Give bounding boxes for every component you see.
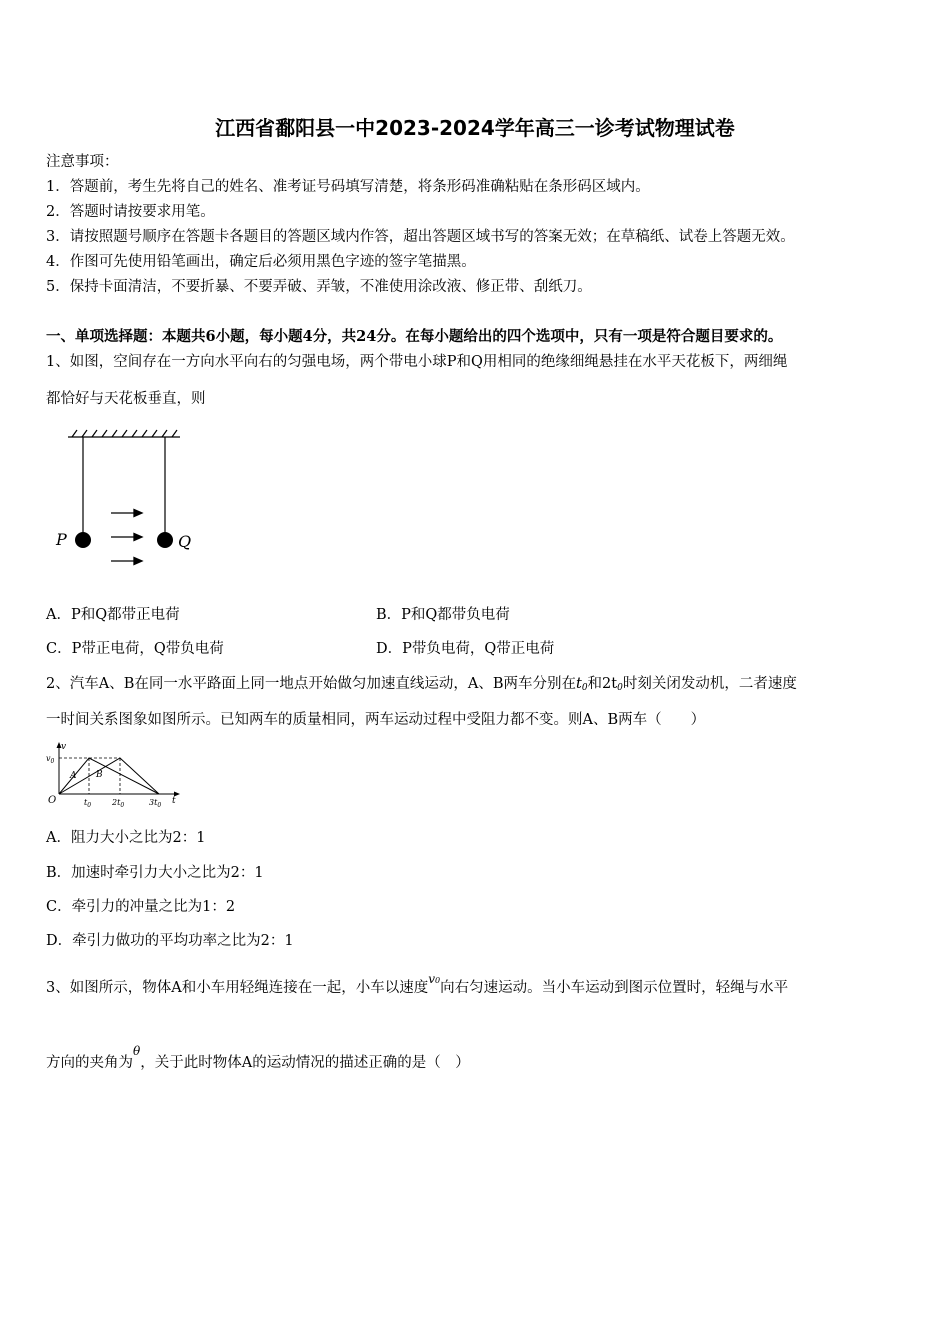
q1-text-line1: 1、如图，空间存在一方向水平向右的匀强电场，两个带电小球P和Q用相同的绝缘细绳悬挂在水平天花板下，两细绳: [46, 354, 788, 370]
section-heading: 一、单项选择题：本题共6小题，每小题4分，共24分。在每小题给出的四个选项中，只有一项是符合题目要求的。: [46, 328, 783, 345]
q3-text-line2: 方向的夹角为$^\theta$，关于此时物体A的运动情况的描述正确的是（ ）: [46, 1044, 470, 1071]
q2-text-line2: 一时间关系图象如图所示。已知两车的质量相同，两车运动过程中受阻力都不变。则A、B两车（ ）: [46, 712, 706, 728]
q1-option-a: A．P和Q都带正电荷: [46, 607, 180, 623]
svg-text:3t0: $3t_0$: [149, 798, 162, 808]
svg-text:2t0: $2t_0$: [112, 798, 125, 808]
q1-text-line2: 都恰好与天花板垂直，则: [46, 391, 206, 407]
q2-vt-graph: [44, 740, 184, 808]
q2-option-a: A．阻力大小之比为2：1: [46, 830, 206, 846]
label-q: Q: [178, 532, 192, 551]
svg-text:v: v: [61, 742, 67, 752]
ball-p: [75, 532, 91, 548]
notice-item: 3．请按照题号顺序在答题卡各题目的答题区域内作答，超出答题区域书写的答案无效；在草稿纸、试卷上答题无效。: [46, 229, 795, 245]
q1-option-b: B．P和Q都带负电荷: [376, 607, 510, 623]
notice-heading: 注意事项：: [46, 154, 119, 170]
notice-item: 4．作图可先使用铅笔画出，确定后必须用黑色字迹的签字笔描黑。: [46, 254, 476, 270]
svg-text:v0: $v_0$: [46, 754, 55, 765]
label-a: A: [70, 771, 77, 781]
label-p: P: [56, 530, 67, 549]
ball-q: [157, 532, 173, 548]
page-title: 江西省鄱阳县一中2023-2024学年高三一诊考试物理试卷: [215, 116, 735, 140]
notice-item: 5．保持卡面清洁，不要折暴、不要弄破、弄皱，不准使用涂改液、修正带、刮纸刀。: [46, 279, 592, 295]
svg-text:t: t: [172, 796, 176, 806]
svg-text:t0: $t_0$: [84, 798, 92, 808]
q1-figure-pendulums: [50, 425, 210, 575]
label-b: B: [96, 770, 103, 780]
q2-option-d: D．牵引力做功的平均功率之比为2：1: [46, 933, 294, 949]
q1-option-d: D．P带负电荷，Q带正电荷: [376, 641, 555, 657]
notice-item: 1．答题前，考生先将自己的姓名、准考证号码填写清楚，将条形码准确粘贴在条形码区域内。: [46, 179, 650, 195]
q2-option-c: C．牵引力的冲量之比为1：2: [46, 899, 236, 915]
ceiling-hatch: [68, 430, 180, 437]
q3-text-line1: 3、如图所示，物体A和小车用轻绳连接在一起，小车以速度$^{v0}$向右匀速运动。当小车运动到图示位置时，轻绳与水平: [46, 972, 789, 996]
field-arrows: [111, 510, 142, 565]
q1-option-c: C．P带正电荷，Q带负电荷: [46, 641, 224, 657]
notice-item: 2．答题时请按要求用笔。: [46, 204, 215, 220]
q2-option-b: B．加速时牵引力大小之比为2：1: [46, 865, 264, 881]
svg-text:O: O: [48, 795, 57, 806]
q2-text-line1: 2、汽车A、B在同一水平路面上同一地点开始做匀加速直线运动，A、B两车分别在$t_0$和$2t_0$时刻关闭发动机，二者速度: [46, 676, 797, 693]
